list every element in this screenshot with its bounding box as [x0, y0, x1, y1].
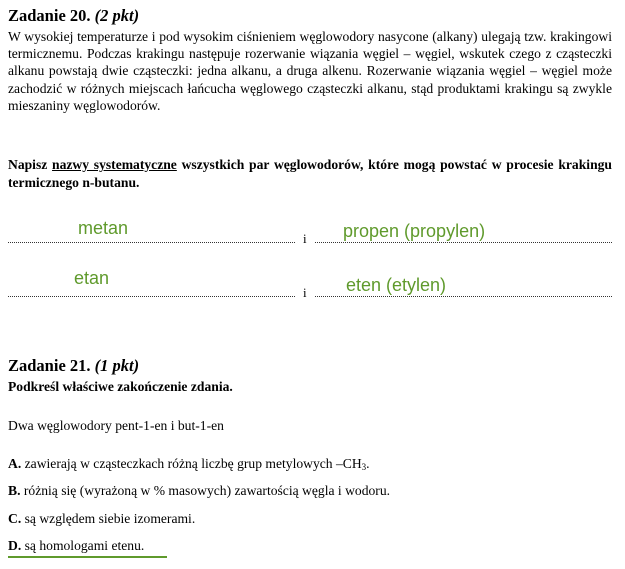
answer-line-left [8, 242, 295, 243]
instruction-prefix: Napisz [8, 157, 53, 172]
handwritten-answer: eten (etylen) [346, 275, 447, 295]
answer-row-1 [8, 203, 612, 246]
option-letter: D. [8, 538, 22, 553]
answer-line-right [315, 296, 612, 297]
option-c [8, 510, 195, 528]
task-20-points: (2 pkt) [94, 6, 140, 25]
answer-row-2 [8, 257, 612, 300]
task-21-points: (1 pkt) [94, 356, 140, 375]
option-subscript: 3 [361, 462, 367, 472]
handwritten-answer: propen (propylen) [343, 221, 486, 241]
option-d [8, 537, 144, 555]
answer-separator: i [303, 285, 307, 300]
task-21-title [8, 356, 139, 376]
task-20-title [8, 6, 139, 26]
option-b [8, 482, 390, 500]
handwritten-answer: metan [78, 218, 129, 238]
option-a [8, 455, 370, 476]
task-20-paragraph: W wysokiej temperaturze i pod wysokim ciśnieniem węglowodory nasycone (alkany) ulegają tzw. krakingowi termicznemu. Podczas krakingu następuje rozerwanie wiązania węgiel – węgiel, wskutek czego z cząsteczki alkanu powstają dwie cząsteczki: jedna alkanu, a druga alkenu. Rozerwanie wiązania węgiel – węgiel może zachodzić w różnych miejscach łańcucha węglowego cząsteczki alkanu, stąd produktami krakingu są zwykle mieszaniny węglowodorów. [8, 29, 612, 113]
option-text: różnią się (wyrażoną w % masowych) zawartością węgla i wodoru. [23, 483, 391, 498]
instruction-suffix: wszystkich par węglowodorów, które mogą powstać w procesie krakingu termicznego n-butanu. [8, 157, 612, 190]
task-20-number: Zadanie 20. [8, 6, 91, 25]
answer-separator: i [303, 231, 307, 246]
task-21-number: Zadanie 21. [8, 356, 91, 375]
option-letter: C. [8, 511, 22, 526]
answer-line-right [315, 242, 612, 243]
task-20-instruction [8, 156, 612, 192]
instruction-underlined: nazwy systematyczne [52, 157, 177, 172]
task-21-stem: Dwa węglowodory pent-1-en i but-1-en [8, 418, 224, 433]
task-21-instruction: Podkreśl właściwe zakończenie zdania. [8, 379, 233, 394]
option-letter: A. [8, 456, 22, 471]
option-letter: B. [8, 483, 21, 498]
handwritten-answer: etan [74, 268, 110, 288]
option-text: są homologami etenu. [24, 538, 145, 553]
answer-line-left [8, 296, 295, 297]
option-text: są względem siebie izomerami. [24, 511, 196, 526]
option-text: zawierają w cząsteczkach różną liczbę grup metylowych –CH [24, 456, 362, 471]
option-end: . [366, 456, 370, 471]
handwritten-underline [8, 556, 167, 558]
